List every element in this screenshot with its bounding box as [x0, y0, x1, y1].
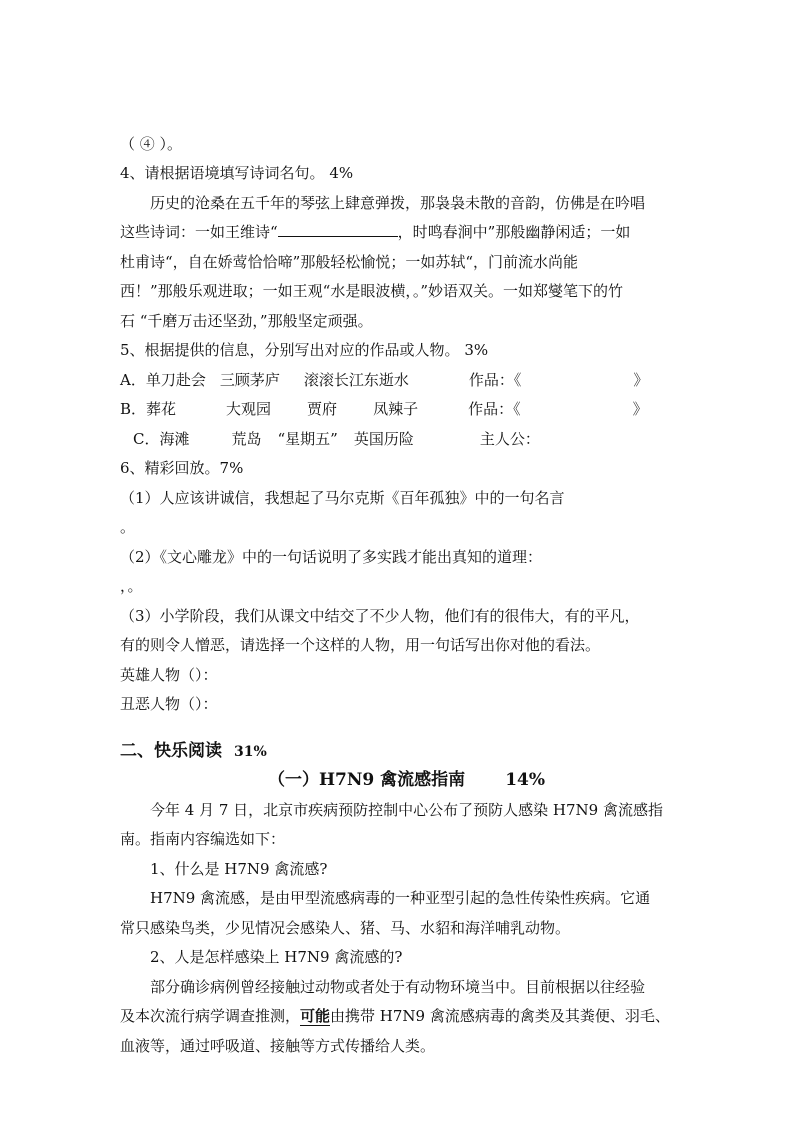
section-2-heading: 二、快乐阅读 31% — [120, 741, 267, 761]
question-4: 4、请根据语境填写诗词名句。 4% — [120, 164, 354, 182]
question-6: 6、精彩回放。7% — [120, 459, 244, 477]
question-5: 5、根据提供的信息，分别写出对应的作品或人物。 3% — [120, 341, 489, 359]
reading-line: 部分确诊病例曾经接触过动物或者处于有动物环境当中。目前根据以往经验 — [150, 978, 646, 996]
paragraph-line: 杜甫诗“，自在娇莺恰恰啼”那般轻松愉悦；一如苏轼“，门前流水尚能 — [120, 253, 579, 271]
fill-blank[interactable] — [278, 222, 398, 237]
villain-answer: 丑恶人物（）： — [120, 695, 218, 713]
reading-line: 1、什么是 H7N9 禽流感? — [150, 860, 328, 878]
paragraph-line: 历史的沧桑在五千年的琴弦上肆意弹拨，那袅袅未散的音韵，仿佛是在吟唱 — [150, 194, 646, 212]
option-a: A．单刀赴会 三顾茅庐 滚滚长江东逝水 作品：《 》 — [120, 371, 649, 389]
subquestion-1: （1）人应该讲诚信，我想起了马尔克斯《百年孤独》中的一句名言 — [120, 489, 565, 507]
paragraph-line: 石 “千磨万击还坚劲，”那般坚定顽强。 — [120, 312, 373, 330]
answer-line: ，。 — [120, 577, 143, 595]
reading-line: 2、人是怎样感染上 H7N9 禽流感的? — [150, 948, 403, 966]
reading-line: 及本次流行病学调查推测，可能由携带 H7N9 禽流感病毒的禽类及其粪便、羽毛、 — [120, 1007, 670, 1025]
subquestion-3-cont: 有的则令人憎恶，请选择一个这样的人物，用一句话写出你对他的看法。 — [120, 636, 601, 654]
reading-line: 今年 4 月 7 日，北京市疾病预防控制中心公布了预防人感染 H7N9 禽流感指 — [150, 801, 663, 819]
subquestion-2: （2）《文心雕龙》中的一句话说明了多实践才能出真知的道理： — [120, 548, 543, 566]
reading-line: 常只感染鸟类，少见情况会感染人、猪、马、水貂和海洋哺乳动物。 — [120, 919, 571, 937]
answer-line: 。 — [120, 518, 136, 536]
reading-title: （一）H7N9 禽流感指南 14% — [268, 770, 545, 790]
option-b: B．葬花 大观园 贾府 凤辣子 作品：《 》 — [120, 400, 648, 418]
reading-line: H7N9 禽流感，是由甲型流感病毒的一种亚型引起的急性传染性疾病。它通 — [150, 889, 651, 907]
subquestion-3: （3）小学阶段，我们从课文中结交了不少人物，他们有的很伟大，有的平凡， — [120, 607, 640, 625]
paragraph-line: 这些诗词：一如王维诗“ ，时鸣春涧中”那般幽静闲适；一如 — [120, 223, 631, 241]
reading-line: 血液等，通过呼吸道、接触等方式传播给人类。 — [120, 1037, 436, 1055]
answer-line: （ ④ ）。 — [120, 135, 183, 153]
underlined-word: 可能 — [300, 1007, 331, 1025]
option-c: C．海滩 荒岛 “星期五” 英国历险 主人公： — [133, 430, 540, 448]
reading-line: 南。指南内容编选如下： — [120, 830, 286, 848]
hero-answer: 英雄人物（）： — [120, 666, 218, 684]
paragraph-line: 西！”那般乐观进取；一如王观“水是眼波横，。”妙语双关。一如郑燮笔下的竹 — [120, 282, 624, 300]
